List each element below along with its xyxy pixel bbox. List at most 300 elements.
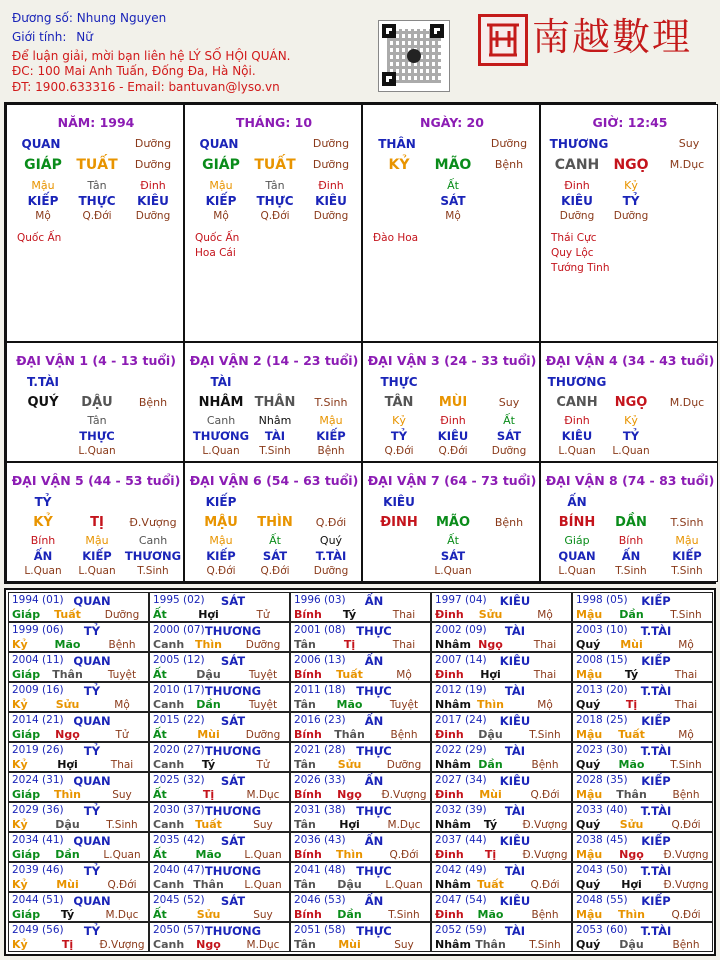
year-label: 2005 (12) xyxy=(153,654,205,666)
hidden-stem: Tân xyxy=(87,179,107,192)
year-cell xyxy=(149,772,290,802)
luck-hidden-stem: Ất xyxy=(269,534,281,547)
year-star: TÀI xyxy=(504,864,526,878)
year-stem: Bính xyxy=(294,848,322,861)
year-cell xyxy=(149,682,290,712)
hidden-star: TỶ xyxy=(622,194,640,208)
year-label: 1997 (04) xyxy=(435,594,487,606)
luck-star: T.TÀI xyxy=(27,375,59,389)
luck-star: KIÊU xyxy=(383,495,415,509)
year-branch: Sửu xyxy=(196,908,221,921)
year-branch: Tị xyxy=(484,848,497,861)
year-cell xyxy=(290,862,431,892)
year-branch: Thìn xyxy=(618,908,645,921)
year-cell xyxy=(8,712,149,742)
year-stem: Nhâm xyxy=(435,638,471,651)
pillar-stem: GIÁP xyxy=(202,157,240,173)
luck-star: KIẾP xyxy=(205,495,237,509)
year-stage: Tuyệt xyxy=(107,669,137,681)
year-star: T.TÀI xyxy=(640,624,672,638)
year-label: 2031 (38) xyxy=(294,804,346,816)
luck-title: ĐẠI VẬN 2 (14 - 23 tuổi) xyxy=(189,353,359,368)
luck-star: THƯƠNG xyxy=(547,375,607,389)
year-cell xyxy=(290,772,431,802)
pillar-branch: MÃO xyxy=(434,157,472,173)
year-label: 2011 (18) xyxy=(294,684,346,696)
luck-stem: MẬU xyxy=(204,515,238,530)
hidden-stage: Mộ xyxy=(213,210,229,222)
year-star: T.TÀI xyxy=(640,924,672,938)
year-branch: Tuất xyxy=(54,608,81,621)
year-branch: Hợi xyxy=(198,608,219,621)
year-branch: Dần xyxy=(619,608,644,621)
year-label: 2040 (47) xyxy=(153,864,205,876)
year-stage: Suy xyxy=(112,789,132,801)
year-label: 2009 (16) xyxy=(12,684,64,696)
year-stem: Đinh xyxy=(435,848,464,861)
year-stage: Tuyệt xyxy=(248,669,278,681)
hidden-stage: Mộ xyxy=(445,210,461,222)
year-star: ẤN xyxy=(364,774,384,788)
year-cell xyxy=(149,652,290,682)
year-label: 2022 (29) xyxy=(435,744,487,756)
year-label: 2019 (26) xyxy=(12,744,64,756)
year-label: 2012 (19) xyxy=(435,684,487,696)
pillar-branch: TUẤT xyxy=(76,157,118,173)
year-stage: T.Sinh xyxy=(529,939,561,951)
year-stem: Đinh xyxy=(435,908,464,921)
year-label: 2048 (55) xyxy=(576,894,628,906)
year-branch: Mùi xyxy=(338,938,361,951)
year-stem: Ất xyxy=(153,668,167,681)
pillar-title: GIỜ: 12:45 xyxy=(592,115,668,130)
pillar-top-star: THÂN xyxy=(378,137,416,151)
luck-hidden-stage: T.Sinh xyxy=(259,445,291,457)
year-star: TỶ xyxy=(83,684,101,698)
luck-hidden-star: KIẾP xyxy=(316,429,346,443)
year-cell xyxy=(290,892,431,922)
year-label: 1995 (02) xyxy=(153,594,205,606)
year-cell xyxy=(290,652,431,682)
year-stage: Đ.Vượng xyxy=(663,879,709,891)
year-cell xyxy=(572,592,713,622)
year-stem: Tân xyxy=(294,818,316,831)
shensha-star: Quốc Ấn xyxy=(17,232,62,244)
year-stem: Nhâm xyxy=(435,818,471,831)
hidden-stage: Q.Đới xyxy=(82,210,112,222)
luck-hidden-stage: L.Quan xyxy=(78,445,116,457)
year-stage: L.Quan xyxy=(244,879,282,891)
year-label: 1996 (03) xyxy=(294,594,346,606)
luck-hidden-stem: Ất xyxy=(503,414,515,427)
year-cell xyxy=(8,922,149,952)
luck-pillar-2 xyxy=(184,342,362,462)
year-stem: Canh xyxy=(153,698,185,711)
year-stem: Mậu xyxy=(576,608,603,621)
year-branch: Dần xyxy=(196,698,221,711)
year-stem: Quý xyxy=(576,638,601,651)
pillar-branch-stage: Dưỡng xyxy=(134,158,172,171)
pillar-title: NĂM: 1994 xyxy=(57,115,135,130)
year-cell xyxy=(290,622,431,652)
luck-branch: TỊ xyxy=(90,515,104,530)
contact-text[interactable]: ĐT: 1900.633316 - Email: bantuvan@lyso.vn xyxy=(12,80,280,94)
pillar-3 xyxy=(362,104,540,342)
luck-stage: Đ.Vượng xyxy=(129,516,177,529)
year-cell xyxy=(8,652,149,682)
year-stem: Ất xyxy=(153,788,167,801)
year-label: 2003 (10) xyxy=(576,624,628,636)
owner-name: Nhung Nguyen xyxy=(76,11,167,25)
year-cell xyxy=(431,832,572,862)
year-stage: Q.Đới xyxy=(671,819,701,831)
year-stage: Bệnh xyxy=(672,789,700,801)
year-cell xyxy=(290,592,431,622)
year-star: SÁT xyxy=(220,834,246,848)
luck-branch: NGỌ xyxy=(614,395,648,410)
luck-hidden-stage: L.Quan xyxy=(202,445,240,457)
year-star: SÁT xyxy=(220,594,246,608)
year-stem: Bính xyxy=(294,668,322,681)
year-star: TỶ xyxy=(83,744,101,758)
year-label: 2021 (28) xyxy=(294,744,346,756)
year-star: THỰC xyxy=(356,624,392,638)
year-label: 2026 (33) xyxy=(294,774,346,786)
year-cell xyxy=(431,772,572,802)
year-branch: Thìn xyxy=(54,788,81,801)
year-branch: Mão xyxy=(54,638,81,651)
year-label: 2050 (57) xyxy=(153,924,205,936)
year-stem: Đinh xyxy=(435,668,464,681)
luck-hidden-star: QUAN xyxy=(558,549,596,563)
year-star: TỶ xyxy=(83,804,101,818)
year-star: QUAN xyxy=(73,594,111,608)
luck-pillar-6 xyxy=(184,462,362,582)
luck-stage: T.Sinh xyxy=(314,396,348,409)
year-cell xyxy=(149,892,290,922)
year-label: 2053 (60) xyxy=(576,924,628,936)
luck-hidden-stem: Kỷ xyxy=(624,414,638,427)
year-cell xyxy=(149,622,290,652)
year-stem: Canh xyxy=(153,638,185,651)
hidden-star: SÁT xyxy=(440,194,466,208)
year-star: QUAN xyxy=(73,894,111,908)
year-branch: Tị xyxy=(61,938,74,951)
year-star: KIÊU xyxy=(499,834,531,848)
advice-text: Để luận giải, mời bạn liên hệ LÝ SỐ HỘI QUÁN. xyxy=(12,49,291,63)
year-stem: Tân xyxy=(294,878,316,891)
year-star: ẤN xyxy=(364,714,384,728)
year-stage: Q.Đới xyxy=(530,879,560,891)
year-stem: Kỷ xyxy=(12,698,28,711)
year-cell xyxy=(149,742,290,772)
gender-value: Nữ xyxy=(76,30,93,44)
gender-label: Giới tính: xyxy=(12,30,67,44)
year-star: KIÊU xyxy=(499,894,531,908)
year-stem: Ất xyxy=(153,608,167,621)
year-branch: Thân xyxy=(52,668,83,681)
year-stage: Q.Đới xyxy=(671,909,701,921)
year-star: ẤN xyxy=(364,834,384,848)
year-stage: Tử xyxy=(256,759,270,771)
luck-hidden-stem: Mậu xyxy=(675,534,699,547)
luck-hidden-stage: L.Quan xyxy=(78,565,116,577)
year-star: THƯƠNG xyxy=(204,864,262,878)
luck-hidden-star: KIẾP xyxy=(206,549,236,563)
year-cell xyxy=(572,742,713,772)
luck-stage: Bệnh xyxy=(138,396,168,409)
luck-stage: T.Sinh xyxy=(670,516,704,529)
year-star: TỶ xyxy=(83,624,101,638)
luck-stem: BÍNH xyxy=(558,515,596,530)
year-cell xyxy=(8,772,149,802)
year-stem: Mậu xyxy=(576,848,603,861)
year-stem: Ất xyxy=(153,908,167,921)
year-branch: Thìn xyxy=(477,698,504,711)
year-star: KIÊU xyxy=(499,774,531,788)
luck-hidden-stem: Mậu xyxy=(85,534,109,547)
year-cell xyxy=(572,892,713,922)
year-cell xyxy=(290,742,431,772)
year-star: T.TÀI xyxy=(640,804,672,818)
year-star: ẤN xyxy=(364,594,384,608)
luck-hidden-star: ẤN xyxy=(621,549,641,563)
year-stage: Q.Đới xyxy=(530,789,560,801)
logo-glyphs: 南越數理 xyxy=(532,15,693,59)
year-label: 2052 (59) xyxy=(435,924,487,936)
year-cell xyxy=(8,832,149,862)
year-label: 2023 (30) xyxy=(576,744,628,756)
pillar-top-stage: Dưỡng xyxy=(490,137,528,150)
luck-hidden-star: KIẾP xyxy=(82,549,112,563)
year-cell xyxy=(572,652,713,682)
year-star: THƯƠNG xyxy=(204,924,262,938)
year-cell xyxy=(431,712,572,742)
year-stem: Quý xyxy=(576,878,601,891)
pillar-stem: GIÁP xyxy=(24,157,62,173)
year-stem: Mậu xyxy=(576,728,603,741)
luck-title: ĐẠI VẬN 6 (54 - 63 tuổi) xyxy=(189,473,359,488)
luck-branch: MÃO xyxy=(435,515,471,530)
year-branch: Ngọ xyxy=(196,938,221,951)
year-label: 2047 (54) xyxy=(435,894,487,906)
hidden-star: KIẾP xyxy=(27,194,59,208)
year-star: T.TÀI xyxy=(640,744,672,758)
year-branch: Tý xyxy=(483,818,498,831)
pillar-title: THÁNG: 10 xyxy=(235,115,313,130)
luck-hidden-star: T.TÀI xyxy=(315,549,347,563)
year-star: THƯƠNG xyxy=(204,684,262,698)
year-label: 2002 (09) xyxy=(435,624,487,636)
year-branch: Mão xyxy=(477,908,504,921)
year-branch: Tị xyxy=(343,638,356,651)
year-stage: Thai xyxy=(533,669,557,681)
year-cell xyxy=(149,592,290,622)
owner-line xyxy=(12,11,166,26)
luck-hidden-star: TỶ xyxy=(622,429,640,443)
year-stem: Nhâm xyxy=(435,878,471,891)
pillar-top-stage: Dưỡng xyxy=(312,137,350,150)
qr-code[interactable] xyxy=(378,20,450,92)
hidden-star: KIÊU xyxy=(137,194,169,208)
hidden-star: KIÊU xyxy=(315,194,347,208)
year-cell xyxy=(572,772,713,802)
luck-hidden-stem: Tân xyxy=(87,414,107,427)
year-star: TỶ xyxy=(83,924,101,938)
year-label: 2029 (36) xyxy=(12,804,64,816)
year-stage: M.Dục xyxy=(105,909,139,921)
year-stem: Giáp xyxy=(12,608,41,621)
year-star: TÀI xyxy=(504,684,526,698)
year-stage: Thai xyxy=(674,669,698,681)
year-label: 2028 (35) xyxy=(576,774,628,786)
hidden-star: THỰC xyxy=(256,194,294,208)
year-branch: Tuất xyxy=(336,668,363,681)
year-stage: Q.Đới xyxy=(107,879,137,891)
year-label: 2025 (32) xyxy=(153,774,205,786)
year-branch: Ngọ xyxy=(55,728,80,741)
year-stem: Quý xyxy=(576,758,601,771)
year-star: THỰC xyxy=(356,744,392,758)
year-branch: Thân xyxy=(193,878,224,891)
luck-hidden-stage: L.Quan xyxy=(24,565,62,577)
pillar-branch-stage: Dưỡng xyxy=(312,158,350,171)
luck-title: ĐẠI VẬN 1 (4 - 13 tuổi) xyxy=(16,353,176,368)
year-label: 2010 (17) xyxy=(153,684,205,696)
year-star: SÁT xyxy=(220,714,246,728)
year-stage: T.Sinh xyxy=(106,819,138,831)
luck-hidden-stage: L.Quan xyxy=(558,445,596,457)
year-stem: Ất xyxy=(153,848,167,861)
year-branch: Mão xyxy=(195,848,222,861)
year-star: KIẾP xyxy=(641,714,671,728)
year-label: 1994 (01) xyxy=(12,594,64,606)
year-branch: Hợi xyxy=(621,878,642,891)
year-branch: Sửu xyxy=(619,818,644,831)
year-cell xyxy=(572,922,713,952)
year-stage: M.Dục xyxy=(246,789,280,801)
year-stem: Đinh xyxy=(435,728,464,741)
year-star: SÁT xyxy=(220,654,246,668)
year-branch: Hợi xyxy=(480,668,501,681)
year-stem: Giáp xyxy=(12,908,41,921)
year-label: 2024 (31) xyxy=(12,774,64,786)
luck-hidden-stage: L.Quan xyxy=(558,565,596,577)
year-label: 2014 (21) xyxy=(12,714,64,726)
hidden-stage: Dưỡng xyxy=(613,210,649,222)
luck-hidden-star: SÁT xyxy=(440,549,466,563)
year-stage: Đ.Vượng xyxy=(522,819,568,831)
year-branch: Thân xyxy=(334,728,365,741)
year-star: KIÊU xyxy=(499,594,531,608)
year-branch: Tý xyxy=(342,608,357,621)
luck-hidden-star: KIẾP xyxy=(672,549,702,563)
year-label: 2020 (27) xyxy=(153,744,205,756)
year-cell xyxy=(572,862,713,892)
luck-title: ĐẠI VẬN 5 (44 - 53 tuổi) xyxy=(11,473,181,488)
year-label: 2046 (53) xyxy=(294,894,346,906)
year-cell xyxy=(8,592,149,622)
year-label: 2004 (11) xyxy=(12,654,64,666)
year-stem: Tân xyxy=(294,698,316,711)
year-stem: Mậu xyxy=(576,788,603,801)
year-star: TÀI xyxy=(504,744,526,758)
year-label: 2049 (56) xyxy=(12,924,64,936)
year-label: 2000 (07) xyxy=(153,624,205,636)
year-stem: Ất xyxy=(153,728,167,741)
year-star: QUAN xyxy=(73,774,111,788)
year-stage: Suy xyxy=(253,819,273,831)
year-cell xyxy=(572,832,713,862)
year-star: THỰC xyxy=(356,924,392,938)
luck-hidden-stage: Q.Đới xyxy=(206,565,236,577)
year-cell xyxy=(431,742,572,772)
pillar-branch: NGỌ xyxy=(613,157,649,173)
year-label: 2032 (39) xyxy=(435,804,487,816)
year-stem: Nhâm xyxy=(435,938,471,951)
year-label: 2013 (20) xyxy=(576,684,628,696)
luck-title: ĐẠI VẬN 8 (74 - 83 tuổi) xyxy=(545,473,715,488)
luck-hidden-stage: Dưỡng xyxy=(313,565,349,577)
year-stage: Thai xyxy=(110,759,134,771)
year-cell xyxy=(290,712,431,742)
year-branch: Dậu xyxy=(196,668,221,681)
year-label: 2044 (51) xyxy=(12,894,64,906)
luck-hidden-stem: Quý xyxy=(319,534,343,547)
luck-hidden-stage: T.Sinh xyxy=(137,565,169,577)
year-star: KIẾP xyxy=(641,774,671,788)
year-stage: Suy xyxy=(394,939,414,951)
hidden-stem: Mậu xyxy=(209,179,233,192)
year-star: QUAN xyxy=(73,834,111,848)
year-branch: Mùi xyxy=(197,728,220,741)
year-stem: Quý xyxy=(576,938,601,951)
year-star: THƯƠNG xyxy=(204,804,262,818)
year-stem: Bính xyxy=(294,908,322,921)
year-star: THỰC xyxy=(356,684,392,698)
year-stem: Mậu xyxy=(576,668,603,681)
luck-hidden-stem: Đinh xyxy=(564,414,590,427)
year-branch: Hợi xyxy=(57,758,78,771)
year-branch: Tuất xyxy=(477,878,504,891)
year-branch: Dần xyxy=(337,908,362,921)
luck-hidden-star: THỰC xyxy=(79,429,115,443)
year-stem: Canh xyxy=(153,878,185,891)
luck-hidden-stage: L.Quan xyxy=(612,445,650,457)
year-stage: Mộ xyxy=(537,609,553,621)
hidden-stem: Ất xyxy=(447,179,459,192)
year-stem: Tân xyxy=(294,758,316,771)
year-star: THƯƠNG xyxy=(204,744,262,758)
year-stem: Giáp xyxy=(12,728,41,741)
year-star: THỰC xyxy=(356,804,392,818)
year-star: T.TÀI xyxy=(640,684,672,698)
year-star: TÀI xyxy=(504,924,526,938)
year-cell xyxy=(431,652,572,682)
year-stage: Bệnh xyxy=(531,909,559,921)
year-cell xyxy=(431,862,572,892)
owner-label: Đương số: xyxy=(12,11,73,25)
year-stage: Mộ xyxy=(678,729,694,741)
year-star: TỶ xyxy=(83,864,101,878)
year-cell xyxy=(8,682,149,712)
luck-branch: DẬU xyxy=(81,395,113,410)
year-label: 2001 (08) xyxy=(294,624,346,636)
year-cell xyxy=(572,712,713,742)
luck-hidden-stage: Q.Đới xyxy=(384,445,414,457)
year-label: 2051 (58) xyxy=(294,924,346,936)
year-stage: Bệnh xyxy=(108,639,136,651)
